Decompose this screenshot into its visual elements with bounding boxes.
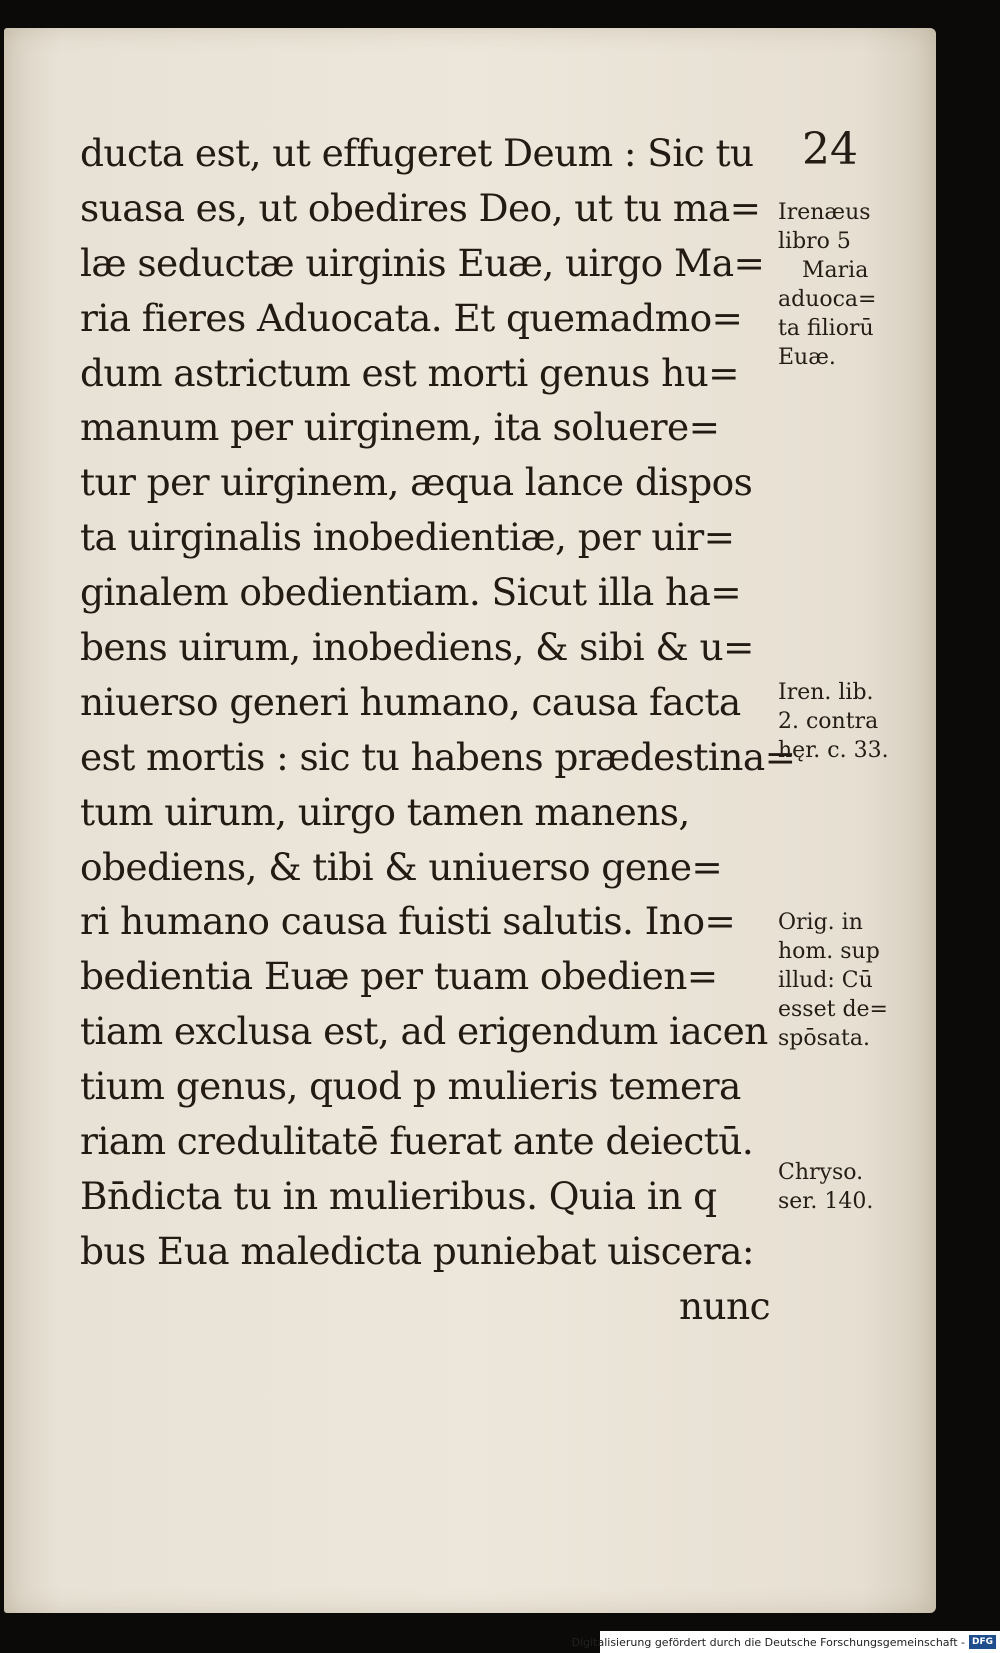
body-line: læ seductæ uirginis Euæ, uirgo Ma=: [80, 240, 765, 285]
body-line: Bn̄dicta tu in mulieribus. Quia in q: [80, 1173, 717, 1218]
body-line: tum uirum, uirgo tamen manens,: [80, 789, 690, 834]
dfg-logo: DFG: [969, 1635, 996, 1649]
digitization-credit-bar: [571, 1631, 1000, 1653]
body-line: suasa es, ut obedires Deo, ut tu ma=: [80, 185, 761, 230]
body-line: ta uirginalis inobedientiæ, per uir=: [80, 515, 735, 560]
page-number: 24: [802, 124, 858, 175]
marginal-note-line: Iren. lib.: [778, 680, 874, 705]
body-line: manum per uirginem, ita soluere=: [80, 405, 720, 450]
marginal-note-line: Euæ.: [778, 345, 836, 370]
marginal-note-line: ser. 140.: [778, 1189, 874, 1214]
marginal-note-line: libro 5: [778, 229, 851, 254]
body-line: bedientia Euæ per tuam obedien=: [80, 954, 718, 999]
marginal-note-line: esset de=: [778, 997, 888, 1022]
body-line: tur per uirginem, æqua lance dispos: [80, 460, 753, 505]
marginal-note-line: Chryso.: [778, 1160, 864, 1185]
marginal-note-line: Maria: [802, 258, 869, 283]
body-line: obediens, & tibi & uniuerso gene=: [80, 844, 723, 889]
body-line: riam credulitatē fuerat ante deiectū.: [80, 1119, 754, 1164]
marginal-note-line: hęr. c. 33.: [778, 738, 889, 763]
marginal-note-origen: [778, 908, 908, 1053]
body-line: ri humano causa fuisti salutis. Ino=: [80, 899, 736, 944]
body-line: ducta est, ut effugeret Deum : Sic tu: [80, 131, 754, 175]
body-line: niuerso generi humano, causa facta: [80, 679, 741, 724]
body-line: ginalem obedientiam. Sicut illa ha=: [80, 570, 742, 615]
marginal-note-line: 2. contra: [778, 709, 879, 734]
body-line: tium genus, quod p mulieris temera: [80, 1064, 741, 1109]
marginal-note-iren-lib2: [778, 678, 908, 765]
body-line: dum astrictum est morti genus hu=: [80, 350, 739, 395]
body-line: est mortis : sic tu habens prædestina=: [80, 734, 796, 779]
book-page: [4, 28, 936, 1613]
marginal-note-line: aduoca=: [778, 287, 877, 312]
marginal-note-line: spōsata.: [778, 1026, 870, 1051]
body-line: tiam exclusa est, ad erigendum iacen: [80, 1009, 768, 1054]
body-line: ria fieres Aduocata. Et quemadmo=: [80, 295, 743, 340]
marginal-note-line: Orig. in: [778, 910, 863, 935]
marginal-note-line: hom. sup: [778, 939, 880, 964]
body-line: bus Eua maledicta puniebat uiscera:: [80, 1228, 754, 1273]
marginal-note-irenaeus: [778, 198, 908, 372]
marginal-note-line: illud: Cū: [778, 968, 873, 993]
body-line: bens uirum, inobediens, & sibi & u=: [80, 625, 754, 670]
marginal-note-line: ta filiorū: [778, 316, 874, 341]
digitization-credit-text: Digitalisierung gefördert durch die Deutsche Forschungsgemeinschaft -: [571, 1635, 965, 1649]
marginal-note-chrysologus: [778, 1158, 908, 1216]
marginal-note-line: Irenæus: [778, 200, 871, 225]
body-text: [80, 126, 796, 1334]
catchword: nunc: [678, 1283, 770, 1328]
